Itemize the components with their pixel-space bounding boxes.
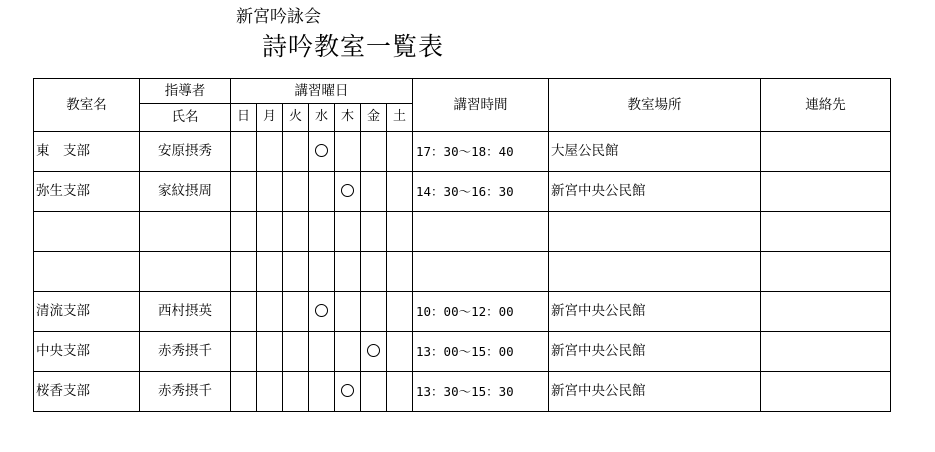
day-cell	[283, 252, 309, 292]
day-cell	[309, 172, 335, 212]
day-cell	[283, 132, 309, 172]
day-cell	[257, 332, 283, 372]
lesson-time	[413, 252, 549, 292]
header-contact: 連絡先	[761, 79, 891, 132]
day-cell	[231, 132, 257, 172]
classroom-name	[34, 252, 140, 292]
day-cell	[257, 252, 283, 292]
classroom-place: 新宮中央公民館	[549, 372, 761, 412]
day-cell	[335, 292, 361, 332]
instructor-name: 家紋摂周	[140, 172, 231, 212]
day-mark-icon	[341, 384, 354, 397]
header-day-sat: 土	[387, 104, 413, 132]
header-time: 講習時間	[413, 79, 549, 132]
day-mark-icon	[315, 304, 328, 317]
table-row	[34, 252, 891, 292]
instructor-name	[140, 252, 231, 292]
day-cell	[335, 372, 361, 412]
day-cell	[361, 172, 387, 212]
contact	[761, 172, 891, 212]
day-cell	[309, 132, 335, 172]
day-cell	[309, 252, 335, 292]
header-days-group: 講習曜日	[231, 79, 413, 104]
instructor-name: 赤秀摂千	[140, 332, 231, 372]
day-cell	[335, 132, 361, 172]
table-row	[34, 292, 891, 332]
table-row	[34, 332, 891, 372]
page-title: 詩吟教室一覧表	[262, 32, 445, 61]
header-instructor-bottom: 氏名	[140, 104, 231, 132]
day-cell	[387, 172, 413, 212]
day-cell	[387, 372, 413, 412]
header-instructor-top: 指導者	[140, 79, 231, 104]
organization-name: 新宮吟詠会	[236, 7, 321, 27]
day-cell	[231, 332, 257, 372]
day-cell	[361, 372, 387, 412]
day-cell	[335, 252, 361, 292]
day-cell	[257, 372, 283, 412]
day-cell	[231, 292, 257, 332]
header-day-sun: 日	[231, 104, 257, 132]
contact	[761, 332, 891, 372]
day-cell	[231, 212, 257, 252]
day-cell	[309, 372, 335, 412]
day-cell	[387, 332, 413, 372]
header-day-tue: 火	[283, 104, 309, 132]
day-cell	[283, 372, 309, 412]
header-day-mon: 月	[257, 104, 283, 132]
day-cell	[257, 292, 283, 332]
classroom-name: 東 支部	[34, 132, 140, 172]
header-day-wed: 水	[309, 104, 335, 132]
day-cell	[309, 292, 335, 332]
classroom-place: 新宮中央公民館	[549, 332, 761, 372]
lesson-time: 17：30～18：40	[413, 132, 549, 172]
classroom-name: 桜香支部	[34, 372, 140, 412]
day-cell	[361, 132, 387, 172]
instructor-name: 安原摂秀	[140, 132, 231, 172]
day-cell	[335, 172, 361, 212]
contact	[761, 212, 891, 252]
day-cell	[257, 132, 283, 172]
day-cell	[361, 332, 387, 372]
day-cell	[361, 212, 387, 252]
header-place: 教室場所	[549, 79, 761, 132]
day-mark-icon	[367, 344, 380, 357]
day-cell	[387, 292, 413, 332]
day-cell	[361, 252, 387, 292]
day-cell	[283, 212, 309, 252]
classroom-table	[33, 78, 891, 412]
lesson-time: 13：00～15：00	[413, 332, 549, 372]
day-cell	[387, 212, 413, 252]
classroom-name: 中央支部	[34, 332, 140, 372]
contact	[761, 132, 891, 172]
classroom-name: 弥生支部	[34, 172, 140, 212]
day-cell	[257, 172, 283, 212]
header-day-thu: 木	[335, 104, 361, 132]
day-cell	[335, 212, 361, 252]
lesson-time: 10：00～12：00	[413, 292, 549, 332]
day-mark-icon	[315, 144, 328, 157]
day-cell	[283, 172, 309, 212]
contact	[761, 292, 891, 332]
day-cell	[309, 212, 335, 252]
day-mark-icon	[341, 184, 354, 197]
day-cell	[257, 212, 283, 252]
day-cell	[231, 252, 257, 292]
header-day-fri: 金	[361, 104, 387, 132]
instructor-name: 西村摂英	[140, 292, 231, 332]
header-classroom: 教室名	[34, 79, 140, 132]
classroom-place: 新宮中央公民館	[549, 292, 761, 332]
classroom-name	[34, 212, 140, 252]
day-cell	[387, 252, 413, 292]
day-cell	[283, 292, 309, 332]
classroom-place	[549, 252, 761, 292]
lesson-time: 13：30～15：30	[413, 372, 549, 412]
day-cell	[283, 332, 309, 372]
table-body	[34, 79, 891, 412]
table-row	[34, 212, 891, 252]
classroom-place: 新宮中央公民館	[549, 172, 761, 212]
day-cell	[387, 132, 413, 172]
table-row	[34, 132, 891, 172]
classroom-name: 清流支部	[34, 292, 140, 332]
instructor-name: 赤秀摂千	[140, 372, 231, 412]
header-row-top	[34, 79, 891, 104]
classroom-place	[549, 212, 761, 252]
day-cell	[361, 292, 387, 332]
classroom-place: 大屋公民館	[549, 132, 761, 172]
day-cell	[309, 332, 335, 372]
contact	[761, 372, 891, 412]
table-row	[34, 372, 891, 412]
lesson-time: 14：30～16：30	[413, 172, 549, 212]
day-cell	[231, 172, 257, 212]
lesson-time	[413, 212, 549, 252]
contact	[761, 252, 891, 292]
instructor-name	[140, 212, 231, 252]
day-cell	[335, 332, 361, 372]
table-row	[34, 172, 891, 212]
day-cell	[231, 372, 257, 412]
